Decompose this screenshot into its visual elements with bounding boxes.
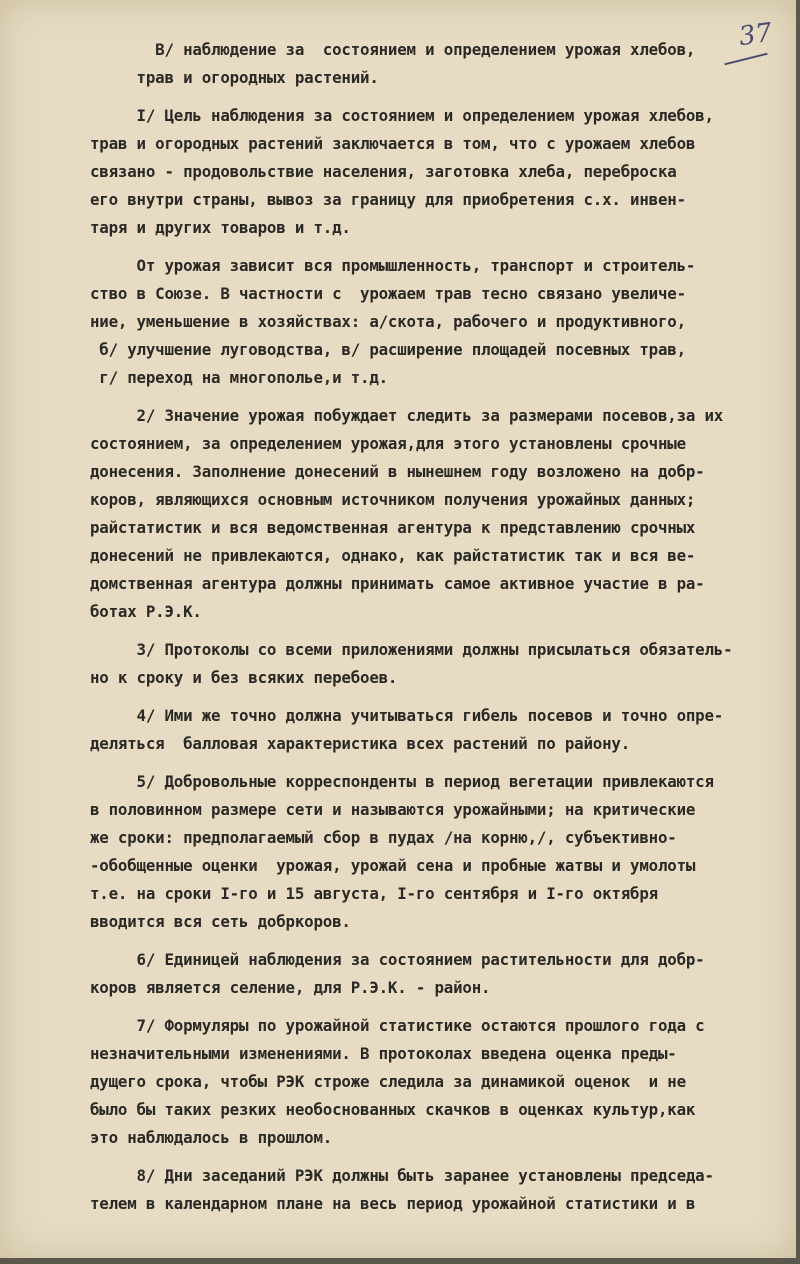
- text-line: деляться балловая характеристика всех растений по району.: [90, 734, 631, 753]
- text-line: б/ улучшение луговодства, в/ расширение площадей посевных трав,: [90, 340, 686, 359]
- heading-line-2: трав и огородных растений.: [90, 68, 379, 87]
- text-line: но к сроку и без всяких перебоев.: [90, 668, 398, 687]
- heading-line-1: В/ наблюдение за состоянием и определением урожая хлебов,: [90, 40, 696, 59]
- text-line: -обобщенные оценки урожая, урожай сена и пробные жатвы и умолоты: [90, 856, 696, 875]
- text-line: ботах Р.Э.К.: [90, 602, 202, 621]
- text-line: От урожая зависит вся промышленность, транспорт и строитель-: [90, 256, 696, 275]
- text-line: связано - продовольствие населения, заготовка хлеба, переброска: [90, 162, 677, 181]
- text-line: это наблюдалось в прошлом.: [90, 1128, 333, 1147]
- document-body: [90, 36, 760, 1218]
- page-number: 37: [736, 17, 774, 53]
- text-line: 6/ Единицей наблюдения за состоянием растительности для добр-: [90, 950, 705, 969]
- text-line: незначительными изменениями. В протоколах введена оценка преды-: [90, 1044, 677, 1063]
- text-line: же сроки: предполагаемый сбор в пудах /на корню,/, субъективно-: [90, 828, 677, 847]
- text-line: в половинном размере сети и называются урожайными; на критические: [90, 800, 696, 819]
- text-line: дущего срока, чтобы РЭК строже следила за динамикой оценок и не: [90, 1072, 686, 1091]
- text-line: 2/ Значение урожая побуждает следить за размерами посевов,за их: [90, 406, 724, 425]
- text-line: I/ Цель наблюдения за состоянием и определением урожая хлебов,: [90, 106, 714, 125]
- text-line: 5/ Добровольные корреспонденты в период вегетации привлекаются: [90, 772, 714, 791]
- text-line: 7/ Формуляры по урожайной статистике остаются прошлого года с: [90, 1016, 705, 1035]
- text-line: райстатистик и вся ведомственная агентура к представлению срочных: [90, 518, 696, 537]
- text-line: таря и других товаров и т.д.: [90, 218, 351, 237]
- text-line: 4/ Ими же точно должна учитываться гибель посевов и точно опре-: [90, 706, 724, 725]
- text-line: г/ переход на многополье,и т.д.: [90, 368, 388, 387]
- text-line: было бы таких резких необоснованных скачков в оценках культур,как: [90, 1100, 696, 1119]
- text-line: коров, являющихся основным источником получения урожайных данных;: [90, 490, 696, 509]
- text-line: домственная агентура должны принимать самое активное участие в ра-: [90, 574, 705, 593]
- text-line: ство в Союзе. В частности с урожаем трав тесно связано увеличе-: [90, 284, 686, 303]
- text-line: ние, уменьшение в хозяйствах: а/скота, рабочего и продуктивного,: [90, 312, 686, 331]
- text-line: донесений не привлекаются, однако, как райстатистик так и вся ве-: [90, 546, 696, 565]
- text-line: трав и огородных растений заключается в том, что с урожаем хлебов: [90, 134, 696, 153]
- text-line: т.е. на сроки I-го и 15 августа, I-го сентября и I-го октября: [90, 884, 658, 903]
- text-line: 8/ Дни заседаний РЭК должны быть заранее установлены председа-: [90, 1166, 714, 1185]
- text-line: телем в календарном плане на весь период урожайной статистики и в: [90, 1194, 696, 1213]
- text-line: вводится вся сеть добркоров.: [90, 912, 351, 931]
- text-line: 3/ Протоколы со всеми приложениями должны присылаться обязатель-: [90, 640, 733, 659]
- text-line: его внутри страны, вывоз за границу для приобретения с.х. инвен-: [90, 190, 686, 209]
- text-line: состоянием, за определением урожая,для этого установлены срочные: [90, 434, 686, 453]
- text-line: донесения. Заполнение донесений в нынешнем году возложено на добр-: [90, 462, 705, 481]
- text-line: коров является селение, для Р.Э.К. - район.: [90, 978, 491, 997]
